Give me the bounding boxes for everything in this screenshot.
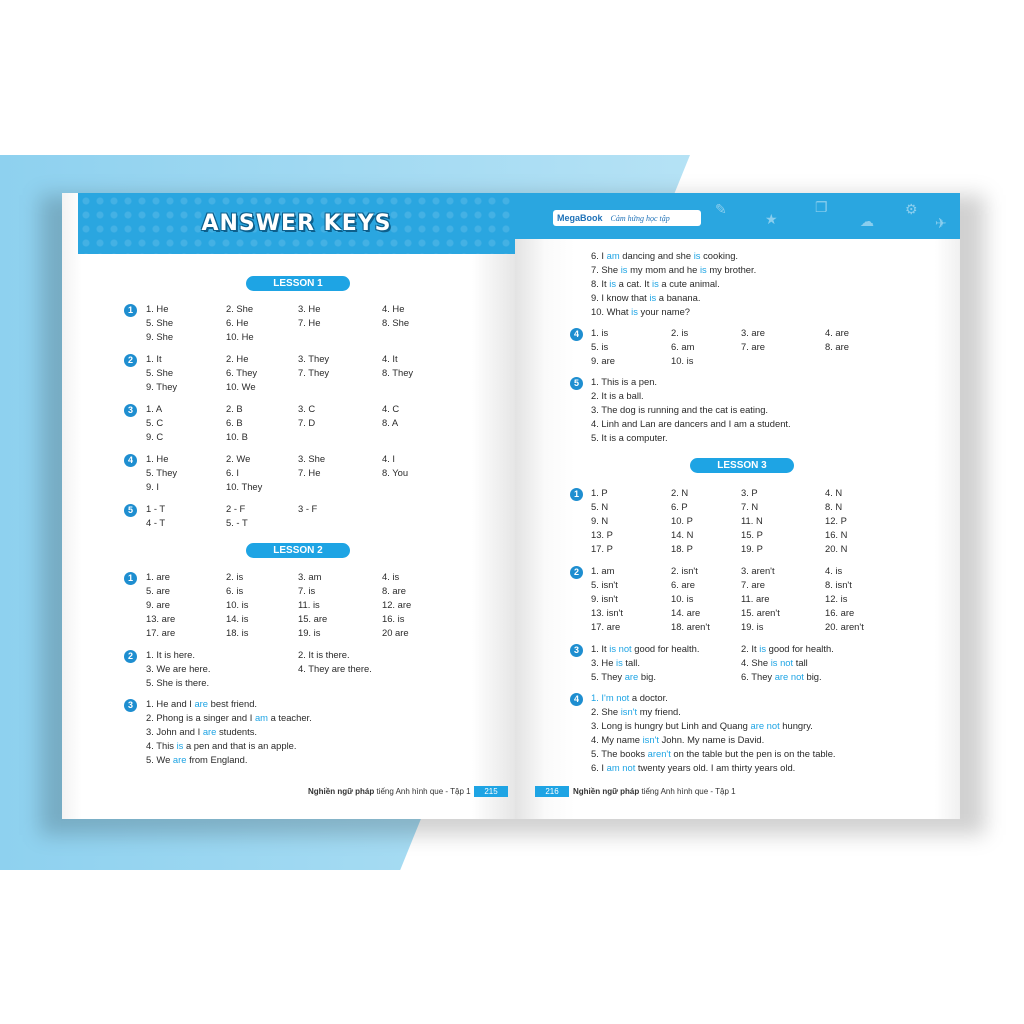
lesson1-ex3-item: 5. C [146,417,164,428]
exercise-number: 5 [124,504,137,517]
lesson3-ex1-item: 4. N [825,487,843,498]
highlight-word: are [202,726,217,737]
lesson1-ex1-item: 9. She [146,331,174,342]
lesson3-ex2-item: 5. isn't [591,579,618,590]
exercise-number: 3 [124,699,137,712]
lesson2-ex1-item: 5. are [146,585,170,596]
lesson1-ex4-item: 8. You [382,467,409,478]
lesson3-ex3-line: 6. They are not big. [741,671,822,682]
lesson1-ex3-item: 7. D [298,417,316,428]
lesson3-ex2-item: 1. am [591,565,615,576]
lesson2-ex1-item: 8. are [382,585,406,596]
lesson2-ex4-item: 1. is [591,327,609,338]
lesson1-ex3-item: 1. A [146,403,163,414]
lesson3-ex1-item: 2. N [671,487,689,498]
exercise-number: 2 [124,354,137,367]
lesson3-ex2-item: 14. are [671,607,701,618]
lesson3-ex2-item: 9. isn't [591,593,618,604]
footer-title-rest: tiếng Anh hình que - Tập 1 [374,787,471,796]
lesson1-ex2-item: 4. It [382,353,398,364]
lesson1-ex4-item: 2. We [226,453,251,464]
lesson-3-badge: LESSON 3 [690,458,794,473]
lesson3-ex4-line: 4. My name isn't John. My name is David. [591,734,765,745]
lesson2-ex3-line: 5. We are from England. [146,754,248,765]
lesson3-ex2-item: 11. are [741,593,770,604]
lesson1-ex4-item: 7. He [298,467,321,478]
page-number: 215 [474,786,508,797]
lesson3-ex3-line: 1. It is not good for health. [591,643,700,654]
highlight-word: am [254,712,268,723]
lesson3-ex4-line: 2. She isn't my friend. [591,706,681,717]
lesson2-ex3-line: 1. He and I are best friend. [146,698,258,709]
lesson2-ex4-item: 7. are [741,341,765,352]
highlight-word: are not [750,720,780,731]
lesson3-ex1-item: 20. N [825,543,848,554]
brand-logo: MegaBook [557,213,603,223]
lesson2-ex1-item: 2. is [226,571,244,582]
footer-title-rest: tiếng Anh hình que - Tập 1 [639,787,736,796]
exercise-number: 2 [570,566,583,579]
footer-book-title [308,787,471,796]
lesson2-ex4-item: 5. is [591,341,609,352]
right-header-banner [515,193,960,239]
highlight-word: is [651,278,659,289]
lesson2-ex1-item: 13. are [146,613,176,624]
megabook-brand [553,210,701,226]
lesson3-ex1-item: 19. P [741,543,763,554]
lesson2-ex1-item: 3. am [298,571,322,582]
left-page [62,193,515,819]
lesson1-ex2-item: 6. They [226,367,258,378]
lesson3-ex2-item: 12. is [825,593,848,604]
lesson2-ex2-item: 2. It is there. [298,649,350,660]
lesson3-ex3-line: 2. It is good for health. [741,643,834,654]
lesson2-ex3-cont-line: 10. What is your name? [591,306,691,317]
highlight-word: is [620,264,628,275]
lesson2-ex3-cont-line: 7. She is my mom and he is my brother. [591,264,757,275]
lesson2-ex1-item: 19. is [298,627,321,638]
highlight-word: is [699,264,707,275]
lesson2-ex4-item: 6. am [671,341,695,352]
lesson2-ex2-item: 5. She is there. [146,677,210,688]
lesson1-ex3-item: 10. B [226,431,248,442]
lesson1-ex2-item: 3. They [298,353,330,364]
lesson1-ex3-item: 3. C [298,403,316,414]
lesson3-ex1-item: 8. N [825,501,843,512]
lesson1-ex4-item: 1. He [146,453,169,464]
highlight-word: is [693,250,701,261]
brand-tagline: Cảm hứng học tập [610,214,670,223]
pencil-icon: ✎ [715,201,727,217]
lesson1-ex1-item: 5. She [146,317,174,328]
footer-book-title [573,787,736,796]
lesson2-ex4-item: 9. are [591,355,615,366]
lesson2-ex2-item: 4. They are there. [298,663,372,674]
right-page [515,193,960,819]
lesson3-ex3-line: 4. She is not tall [741,657,808,668]
lesson2-ex2-item: 3. We are here. [146,663,211,674]
lesson2-ex1-item: 9. are [146,599,170,610]
lesson2-ex1-item: 11. is [298,599,320,610]
highlight-word: is [616,657,623,668]
lesson2-ex5-line: 4. Linh and Lan are dancers and I am a student. [591,418,791,429]
highlight-word: is [759,643,767,654]
highlight-word: are [172,754,187,765]
lesson3-ex2-item: 18. aren't [671,621,710,632]
lesson3-ex4-line: 6. I am not twenty years old. I am thirty years old. [591,762,796,773]
lesson1-ex5-item: 3 - F [298,503,318,514]
lesson1-ex2-item: 8. They [382,367,414,378]
lesson2-ex5-line: 2. It is a ball. [591,390,644,401]
book-icon: ❐ [815,199,828,215]
lesson2-ex1-item: 6. is [226,585,244,596]
lesson3-ex3-line: 5. They are big. [591,671,656,682]
highlight-word: 1. I'm not [591,692,630,703]
highlight-word: aren't [647,748,671,759]
exercise-number: 3 [570,644,583,657]
lesson3-ex1-item: 14. N [671,529,694,540]
lesson3-ex1-item: 12. P [825,515,847,526]
highlight-word: is [631,306,638,317]
lesson3-ex2-item: 13. isn't [591,607,624,618]
lesson2-ex1-item: 10. is [226,599,249,610]
lesson1-ex1-item: 2. She [226,303,254,314]
lesson3-ex2-item: 19. is [741,621,764,632]
lesson3-ex1-item: 1. P [591,487,608,498]
exercise-number: 1 [570,488,583,501]
lesson2-ex2-item: 1. It is here. [146,649,195,660]
highlight-word: am not [606,762,636,773]
lesson1-ex2-item: 10. We [226,381,256,392]
lesson1-ex2-item: 2. He [226,353,249,364]
lesson1-ex5-item: 2 - F [226,503,246,514]
lesson1-ex1-item: 1. He [146,303,169,314]
lesson3-ex1-item: 18. P [671,543,693,554]
lesson3-ex1-item: 5. N [591,501,609,512]
highlight-word: isn't [642,734,659,745]
page-title: ANSWER KEYS [201,211,392,236]
exercise-number: 4 [570,328,583,341]
lesson2-ex4-item: 4. are [825,327,849,338]
lesson3-ex2-item: 6. are [671,579,695,590]
left-header-banner [78,193,515,254]
lesson3-ex2-item: 8. isn't [825,579,852,590]
lesson2-ex1-item: 17. are [146,627,176,638]
lesson2-ex4-item: 2. is [671,327,689,338]
highlight-word: are [624,671,639,682]
lesson3-ex1-item: 17. P [591,543,613,554]
lesson1-ex5-item: 4 - T [146,517,166,528]
lesson2-ex4-item: 3. are [741,327,765,338]
lesson1-ex2-item: 1. It [146,353,162,364]
lesson1-ex4-item: 4. I [382,453,396,464]
lesson2-ex4-item: 10. is [671,355,694,366]
highlight-word: are not [774,671,804,682]
cloud-icon: ☁ [860,213,874,229]
lesson2-ex1-item: 20 are [382,627,409,638]
exercise-number: 4 [124,454,137,467]
lesson3-ex1-item: 10. P [671,515,693,526]
exercise-number: 4 [570,693,583,706]
lesson2-ex1-item: 12. are [382,599,412,610]
lesson2-ex1-item: 1. are [146,571,170,582]
lesson3-ex4-line: 1. I'm not a doctor. [591,692,668,703]
lesson3-ex2-item: 3. aren't [741,565,775,576]
highlight-word: isn't [620,706,638,717]
lesson2-ex3-cont-line: 9. I know that is a banana. [591,292,701,303]
lesson2-ex1-item: 15. are [298,613,328,624]
lesson1-ex4-item: 10. They [226,481,263,492]
lesson1-ex3-item: 4. C [382,403,400,414]
highlight-word: is not [609,643,632,654]
star-icon: ★ [765,211,778,227]
lesson3-ex1-item: 16. N [825,529,848,540]
lesson1-ex2-item: 9. They [146,381,178,392]
exercise-number: 1 [124,304,137,317]
page-number: 216 [535,786,569,797]
lesson1-ex2-item: 5. She [146,367,174,378]
lesson2-ex1-item: 4. is [382,571,400,582]
lesson1-ex4-item: 9. I [146,481,160,492]
exercise-number: 2 [124,650,137,663]
lesson2-ex3-line: 3. John and I are students. [146,726,258,737]
highlight-word: is [649,292,657,303]
lesson3-ex1-item: 11. N [741,515,763,526]
lesson3-ex1-item: 15. P [741,529,763,540]
lesson1-ex1-item: 8. She [382,317,410,328]
lesson3-ex2-item: 15. aren't [741,607,780,618]
exercise-number: 5 [570,377,583,390]
lesson3-ex1-item: 9. N [591,515,609,526]
lesson2-ex1-item: 18. is [226,627,249,638]
highlight-word: is not [770,657,794,668]
lesson1-ex5-item: 1 - T [146,503,166,514]
exercise-number: 3 [124,404,137,417]
lesson2-ex5-line: 1. This is a pen. [591,376,658,387]
lesson2-ex3-cont-line: 8. It is a cat. It is a cute animal. [591,278,720,289]
lesson1-ex3-item: 9. C [146,431,164,442]
lesson1-ex1-item: 6. He [226,317,249,328]
exercise-number: 1 [124,572,137,585]
lesson1-ex1-item: 10. He [226,331,254,342]
lesson1-ex3-item: 6. B [226,417,243,428]
lesson2-ex1-item: 16. is [382,613,405,624]
lesson-1-badge: LESSON 1 [246,276,350,291]
lesson1-ex3-item: 8. A [382,417,399,428]
lesson1-ex4-item: 5. They [146,467,178,478]
lesson1-ex1-item: 4. He [382,303,405,314]
lesson3-ex1-item: 6. P [671,501,688,512]
lesson2-ex1-item: 14. is [226,613,249,624]
lesson3-ex1-item: 13. P [591,529,613,540]
lesson1-ex4-item: 3. She [298,453,326,464]
highlight-word: am [606,250,620,261]
lesson3-ex2-item: 17. are [591,621,621,632]
lesson2-ex3-line: 4. This is a pen and that is an apple. [146,740,297,751]
highlight-word: is [176,740,184,751]
lesson3-ex3-line: 3. He is tall. [591,657,640,668]
lesson2-ex1-item: 7. is [298,585,316,596]
lesson3-ex2-item: 2. isn't [671,565,698,576]
lesson1-ex5-item: 5. - T [226,517,248,528]
lesson3-ex1-item: 3. P [741,487,758,498]
lesson1-ex2-item: 7. They [298,367,330,378]
lesson3-ex2-item: 4. is [825,565,843,576]
lesson1-ex1-item: 3. He [298,303,321,314]
lesson1-ex4-item: 6. I [226,467,240,478]
footer-title-bold: Nghiền ngữ pháp [573,787,640,796]
lesson2-ex5-line: 3. The dog is running and the cat is eating. [591,404,769,415]
lesson3-ex4-line: 5. The books aren't on the table but the pen is on the table. [591,748,836,759]
highlight-word: is [609,278,617,289]
highlight-word: are [194,698,209,709]
footer-title-bold: Nghiền ngữ pháp [308,787,375,796]
lesson3-ex2-item: 10. is [671,593,694,604]
lesson3-ex2-item: 20. aren't [825,621,864,632]
plane-icon: ✈ [935,215,947,231]
gear-icon: ⚙ [905,201,918,217]
lesson2-ex3-line: 2. Phong is a singer and I am a teacher. [146,712,312,723]
lesson3-ex2-item: 7. are [741,579,765,590]
lesson3-ex2-item: 16. are [825,607,855,618]
lesson2-ex5-line: 5. It is a computer. [591,432,668,443]
lesson1-ex3-item: 2. B [226,403,243,414]
lesson2-ex4-item: 8. are [825,341,849,352]
lesson1-ex1-item: 7. He [298,317,321,328]
lesson2-ex3-cont-line: 6. I am dancing and she is cooking. [591,250,739,261]
lesson-2-badge: LESSON 2 [246,543,350,558]
lesson3-ex4-line: 3. Long is hungry but Linh and Quang are not hungry. [591,720,813,731]
lesson3-ex1-item: 7. N [741,501,759,512]
